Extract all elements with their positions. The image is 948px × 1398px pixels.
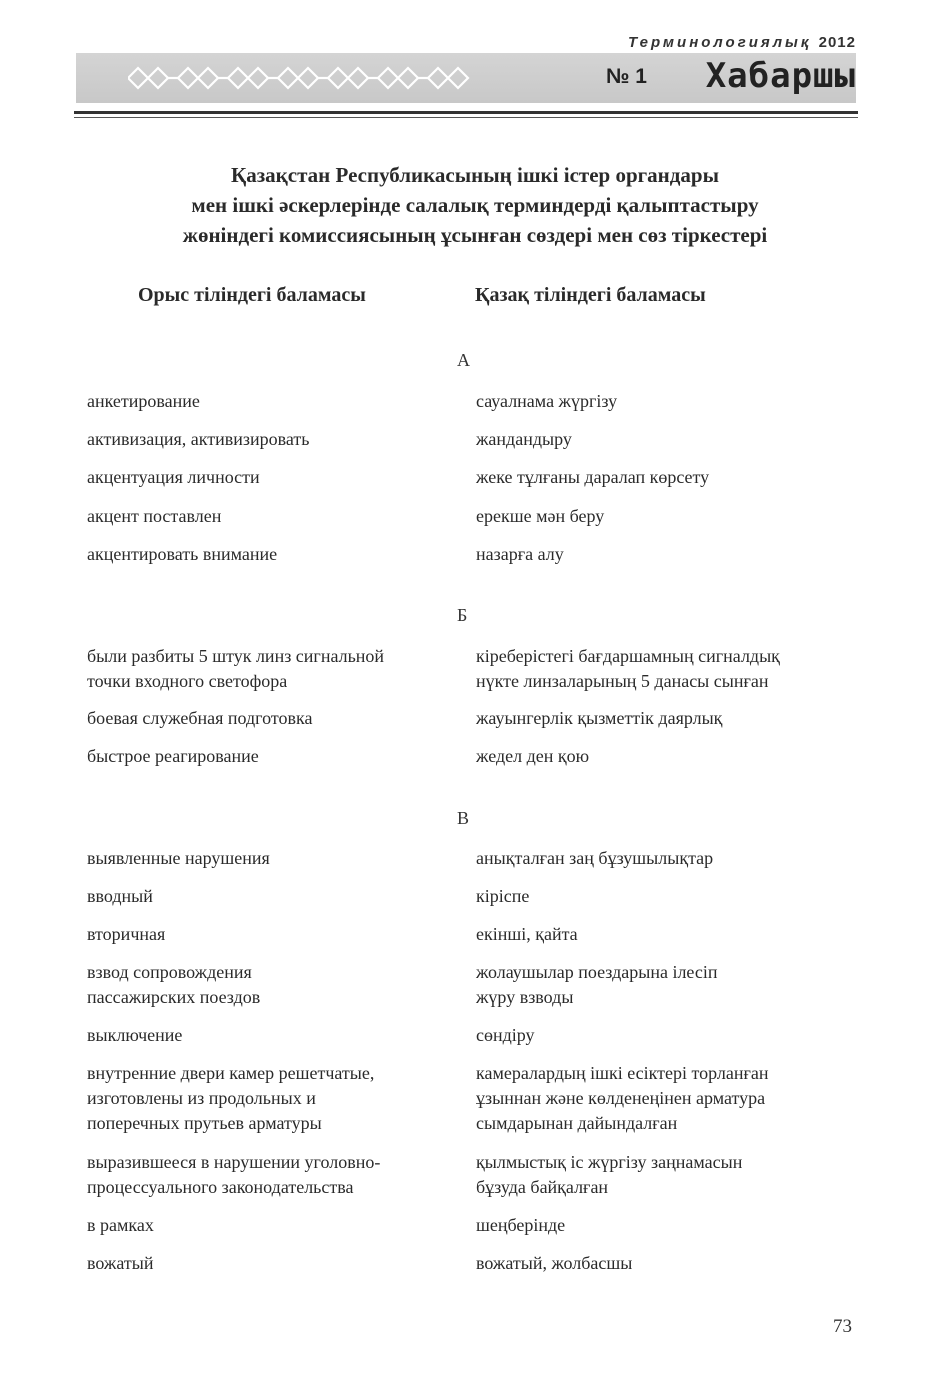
term-line: сөндіру xyxy=(476,1025,535,1045)
term-russian xyxy=(87,1061,374,1136)
term-line: нүкте линзаларының 5 данасы сынған xyxy=(476,671,769,691)
term-kazakh xyxy=(476,427,572,452)
page-number: 73 xyxy=(833,1316,852,1337)
term-russian xyxy=(87,960,260,1010)
header-rule-thin xyxy=(74,117,858,118)
term-line: процессуального законодательства xyxy=(87,1177,354,1197)
term-line: вожатый, жолбасшы xyxy=(476,1253,633,1273)
term-line: активизация, активизировать xyxy=(87,429,310,449)
term-line: ерекше мән беру xyxy=(476,506,605,526)
column-header-russian: Орыс тіліндегі баламасы xyxy=(138,284,366,306)
term-line: вводный xyxy=(87,886,153,906)
section-letter: А xyxy=(457,350,470,370)
term-kazakh xyxy=(476,1023,535,1048)
term-line: анықталған заң бұзушылықтар xyxy=(476,848,714,868)
term-line: изготовлены из продольных и xyxy=(87,1088,316,1108)
term-russian xyxy=(87,846,270,871)
term-kazakh xyxy=(476,1213,565,1238)
section-letter: Б xyxy=(457,605,468,625)
term-kazakh xyxy=(476,744,589,769)
term-line: сауалнама жүргізу xyxy=(476,391,618,411)
term-line: жолаушылар поездарына ілесіп xyxy=(476,962,718,982)
term-kazakh xyxy=(476,389,617,414)
term-kazakh xyxy=(476,922,578,947)
journal-name: Терминологиялық 2012 xyxy=(628,34,856,51)
term-line: жүру взводы xyxy=(476,987,574,1007)
term-line: акцент поставлен xyxy=(87,506,222,526)
term-line: кіреберістегі бағдаршамның сигналдық xyxy=(476,646,780,666)
term-line: бұзуда байқалған xyxy=(476,1177,609,1197)
title-line-2: мен ішкі әскерлерінде салалық терминдерді қалыптастыру xyxy=(191,193,759,217)
header-rule xyxy=(74,111,858,114)
term-line: ұзыннан және көлденеңінен арматура xyxy=(476,1088,766,1108)
term-kazakh xyxy=(476,504,604,529)
term-line: камералардың ішкі есіктері торланған xyxy=(476,1063,769,1083)
term-line: вторичная xyxy=(87,924,166,944)
term-russian xyxy=(87,744,259,769)
term-line: в рамках xyxy=(87,1215,154,1235)
term-line: выявленные нарушения xyxy=(87,848,270,868)
term-kazakh xyxy=(476,1150,742,1200)
section-letter: В xyxy=(457,808,470,828)
term-russian xyxy=(87,542,277,567)
term-line: кіріспе xyxy=(476,886,530,906)
term-line: акцентуация личности xyxy=(87,467,260,487)
term-russian xyxy=(87,1213,154,1238)
term-russian xyxy=(87,1023,182,1048)
term-line: быстрое реагирование xyxy=(87,746,259,766)
term-line: выразившееся в нарушении уголовно- xyxy=(87,1152,381,1172)
term-kazakh xyxy=(476,846,713,871)
term-line: поперечных прутьев арматуры xyxy=(87,1113,322,1133)
term-russian xyxy=(87,884,153,909)
term-line: пассажирских поездов xyxy=(87,987,261,1007)
term-russian xyxy=(87,922,165,947)
title-line-1: Қазақстан Республикасының ішкі істер органдары xyxy=(231,163,719,187)
title-line-3: жөніндегі комиссиясының ұсынған сөздері мен сөз тіркестері xyxy=(182,223,768,247)
term-russian xyxy=(87,706,312,731)
term-line: точки входного светофора xyxy=(87,671,288,691)
journal-title: Хабаршы xyxy=(705,56,856,96)
term-line: вожатый xyxy=(87,1253,154,1273)
term-line: были разбиты 5 штук линз сигнальной xyxy=(87,646,385,666)
term-russian xyxy=(87,465,260,490)
term-kazakh xyxy=(476,542,564,567)
term-line: сымдарынан дайындалған xyxy=(476,1113,678,1133)
term-kazakh xyxy=(476,1251,632,1276)
column-header-kazakh: Қазақ тіліндегі баламасы xyxy=(475,284,706,306)
term-kazakh xyxy=(476,465,709,490)
term-russian xyxy=(87,427,310,452)
term-line: қылмыстық іс жүргізу заңнамасын xyxy=(476,1152,743,1172)
issue-number: № 1 xyxy=(606,65,647,88)
term-russian xyxy=(87,504,221,529)
term-line: боевая служебная подготовка xyxy=(87,708,313,728)
term-kazakh xyxy=(476,644,780,694)
term-kazakh xyxy=(476,960,718,1010)
term-line: жауынгерлік қызметтік даярлық xyxy=(476,708,723,728)
term-russian xyxy=(87,389,200,414)
term-line: шеңберінде xyxy=(476,1215,566,1235)
term-line: анкетирование xyxy=(87,391,200,411)
term-line: внутренние двери камер решетчатые, xyxy=(87,1063,375,1083)
document-title xyxy=(60,160,890,250)
term-line: акцентировать внимание xyxy=(87,544,278,564)
term-line: жедел ден қою xyxy=(476,746,590,766)
term-russian xyxy=(87,1251,153,1276)
term-kazakh xyxy=(476,884,529,909)
term-kazakh xyxy=(476,706,722,731)
term-russian xyxy=(87,1150,380,1200)
term-line: назарға алу xyxy=(476,544,564,564)
journal-year: 2012 xyxy=(818,34,856,51)
ornament-icon xyxy=(128,58,478,98)
term-line: выключение xyxy=(87,1025,183,1045)
term-line: жандандыру xyxy=(476,429,572,449)
term-line: жеке тұлғаны даралап көрсету xyxy=(476,467,710,487)
term-line: екінші, қайта xyxy=(476,924,578,944)
term-kazakh xyxy=(476,1061,769,1136)
term-line: взвод сопровождения xyxy=(87,962,252,982)
term-russian xyxy=(87,644,384,694)
